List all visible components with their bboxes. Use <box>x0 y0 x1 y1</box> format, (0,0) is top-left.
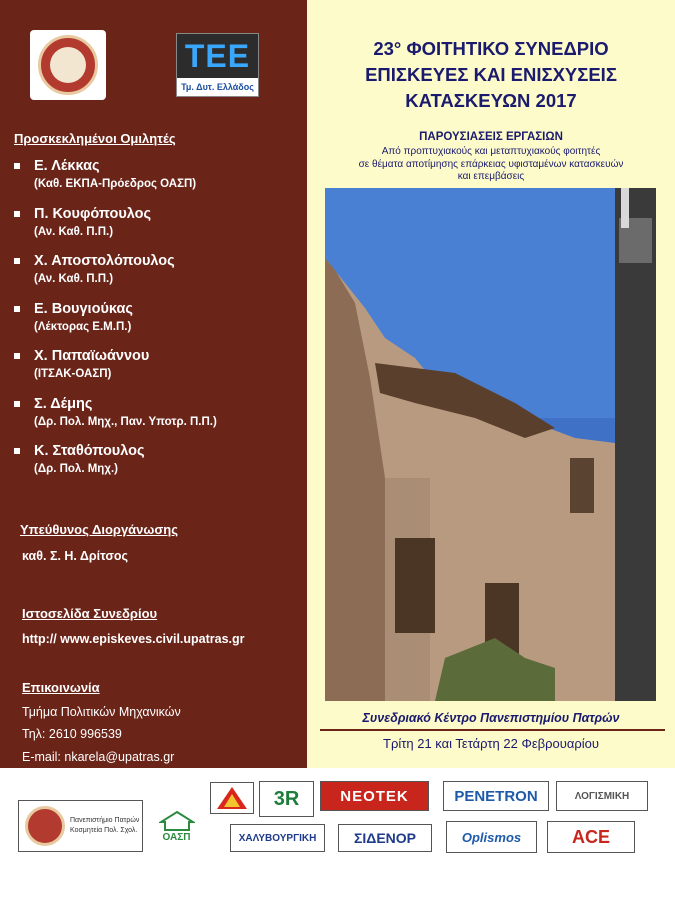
house-icon <box>159 810 195 832</box>
speaker-name: Κ. Σταθόπουλος <box>34 443 145 459</box>
conference-dates: Τρίτη 21 και Τετάρτη 22 Φεβρουαρίου <box>383 736 599 751</box>
speaker-item <box>14 157 304 205</box>
university-seal-icon <box>25 806 65 846</box>
website-heading: Ιστοσελίδα Συνεδρίου <box>22 606 158 621</box>
website-url[interactable]: http:// www.episkeves.civil.upatras.gr <box>22 632 245 646</box>
oplismos-logo: Oplismos <box>446 821 537 853</box>
sika-logo <box>210 782 254 814</box>
neotek-logo: NEOTEK <box>320 781 429 811</box>
logismiki-logo: ΛΟΓΙΣΜΙΚΗ <box>556 781 648 811</box>
bullet-icon <box>14 258 20 264</box>
conference-title-line3: ΚΑΤΑΣΚΕΥΩΝ 2017 <box>405 90 577 111</box>
university-sponsor-logo <box>18 800 143 852</box>
tee-logo <box>176 33 259 97</box>
speakers-heading: Προσκεκλημένοι Ομιλητές <box>14 131 176 146</box>
contact-phone: Τηλ: 2610 996539 <box>22 727 122 741</box>
speaker-name: Π. Κουφόπουλος <box>34 205 152 222</box>
speaker-item <box>14 347 304 395</box>
bullet-icon <box>14 353 20 359</box>
venue-text: Συνεδριακό Κέντρο Πανεπιστημίου Πατρών <box>362 711 620 725</box>
bullet-icon <box>14 448 20 454</box>
speaker-role: (Λέκτορας Ε.Μ.Π.) <box>34 320 132 333</box>
organizer-heading: Υπεύθυνος Διοργάνωσης <box>20 522 178 537</box>
three-r-logo: 3R <box>259 781 314 817</box>
university-seal-logo <box>30 30 106 100</box>
sponsors-bar <box>0 768 675 902</box>
university-sponsor-line1: Πανεπιστήμιο Πατρών <box>70 817 140 824</box>
speaker-role: (Αν. Καθ. Π.Π.) <box>34 225 114 238</box>
presentations-title: ΠΑΡΟΥΣΙΑΣΕΙΣ ΕΡΓΑΣΙΩΝ <box>419 131 563 143</box>
speaker-role: (Αν. Καθ. Π.Π.) <box>34 273 114 285</box>
speaker-item <box>14 252 304 300</box>
presentations-description <box>330 146 652 184</box>
speaker-name: Χ. Αποστολόπουλος <box>34 253 175 269</box>
penetron-logo: PENETRON <box>443 781 549 811</box>
tee-logo-mark: ΤΕΕ <box>177 34 258 78</box>
bullet-icon <box>14 163 20 169</box>
contact-department: Τμήμα Πολιτικών Μηχανικών <box>22 705 181 719</box>
ace-logo: ACE <box>547 821 635 853</box>
speaker-role: (ΙΤΣΑΚ-ΟΑΣΠ) <box>34 368 112 380</box>
speaker-role: (Δρ. Πολ. Μηχ.) <box>34 463 118 475</box>
speaker-role: (Καθ. ΕΚΠΑ-Πρόεδρος ΟΑΣΠ) <box>34 178 197 190</box>
left-panel <box>0 0 307 768</box>
damaged-building-photo <box>325 188 656 701</box>
speaker-name: Ε. Λέκκας <box>34 158 100 174</box>
conference-title <box>307 36 675 114</box>
contact-heading: Επικοινωνία <box>22 680 100 695</box>
speakers-list <box>14 157 304 490</box>
presentations-line2: σε θέματα αποτίμησης επάρκειας υφισταμένων κατασκευών <box>358 158 624 170</box>
organizer-name: καθ. Σ. Η. Δρίτσος <box>22 549 129 563</box>
speaker-item <box>14 442 304 490</box>
speaker-item <box>14 205 304 253</box>
contact-email[interactable]: E-mail: nkarela@upatras.gr <box>22 750 175 764</box>
bullet-icon <box>14 211 20 217</box>
bullet-icon <box>14 401 20 407</box>
speaker-item <box>14 395 304 443</box>
oasp-label: ΟΑΣΠ <box>162 831 191 843</box>
university-sponsor-line2: Κοσμητεία Πολ. Σχολ. <box>70 827 138 834</box>
venue-divider <box>320 729 665 731</box>
oasp-logo <box>149 800 204 852</box>
presentations-line1: Από προπτυχιακούς και μεταπτυχιακούς φοιτητές <box>381 146 601 157</box>
speaker-name: Σ. Δέμης <box>34 395 93 412</box>
speaker-name: Χ. Παπαϊωάννου <box>34 348 150 364</box>
conference-title-line1: 23° ΦΟΙΤΗΤΙΚΟ ΣΥΝΕΔΡΙΟ <box>373 38 609 59</box>
bullet-icon <box>14 306 20 312</box>
speaker-item <box>14 300 304 348</box>
presentations-line3: και επεμβάσεις <box>457 171 525 182</box>
tee-logo-subtitle: Τμ. Δυτ. Ελλάδος <box>181 82 254 92</box>
sidenor-logo: ΣΙΔΕΝΟΡ <box>338 824 432 852</box>
speaker-role: (Δρ. Πολ. Μηχ., Παν. Υποτρ. Π.Π.) <box>34 415 217 428</box>
chalyvourgiki-logo: ΧΑΛΥΒΟΥΡΓΙΚΗ <box>230 824 325 852</box>
triangle-logo-icon <box>215 785 249 811</box>
speaker-name: Ε. Βουγιούκας <box>34 300 133 317</box>
conference-title-line2: ΕΠΙΣΚΕΥΕΣ ΚΑΙ ΕΝΙΣΧΥΣΕΙΣ <box>365 64 617 85</box>
